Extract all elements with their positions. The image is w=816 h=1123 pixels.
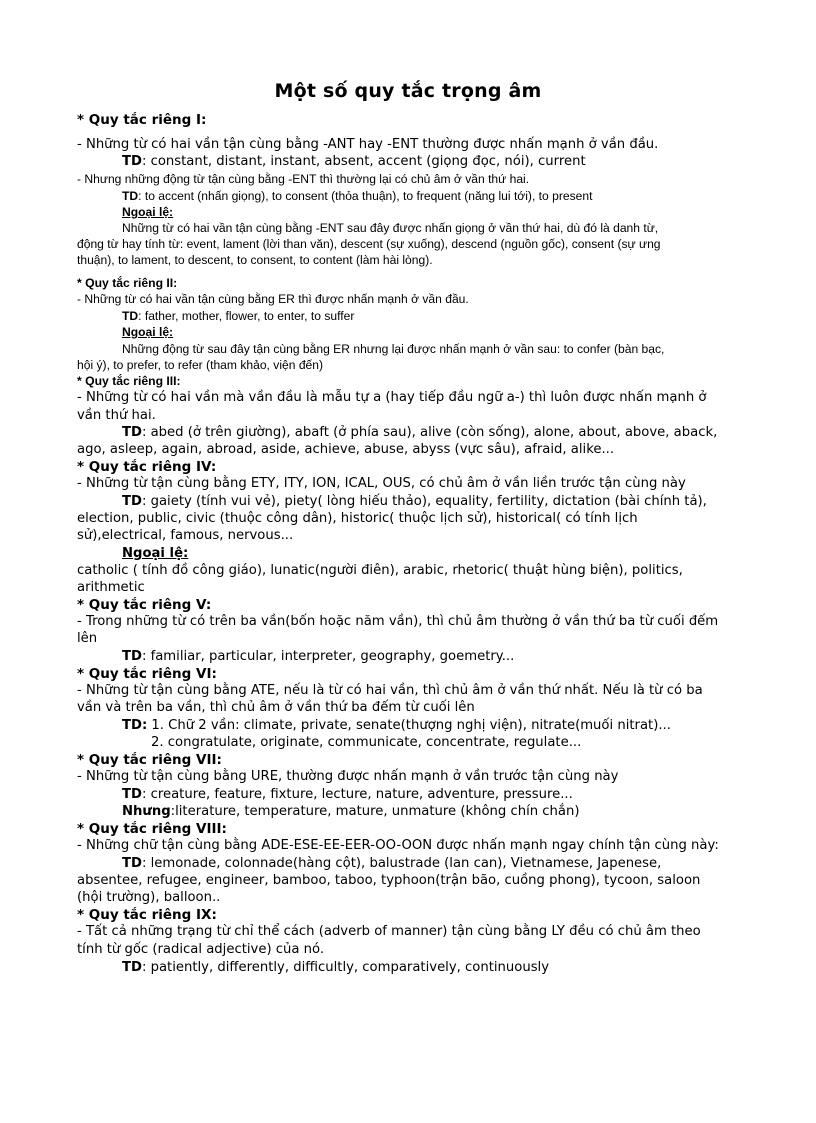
but-label: Nhưng	[122, 804, 171, 819]
rule-6-example-2: 2. congratulate, originate, communicate, concentrate, regulate...	[151, 735, 582, 750]
rule-5-text: lên	[77, 631, 98, 646]
example-text: : father, mother, flower, to enter, to suffer	[138, 309, 355, 323]
example-text: : creature, feature, fixture, lecture, nature, adventure, pressure...	[141, 787, 573, 802]
rule-9-text: - Tất cả những trạng từ chỉ thể cách (adverb of manner) tận cùng bằng LY đều có chủ âm theo	[77, 924, 701, 939]
rule-7-example	[122, 787, 573, 802]
example-text: : gaiety (tính vui vẻ), piety( lòng hiếu thảo), equality, fertility, dictation (bài chính tả),	[141, 494, 707, 509]
rule-4-example-cont: sử),electrical, famous, nervous...	[77, 528, 294, 543]
rule-8-heading: * Quy tắc riêng VIII:	[77, 821, 227, 837]
rule-6-heading: * Quy tắc riêng VI:	[77, 666, 217, 682]
rule-9-example	[122, 960, 549, 975]
rule-4-example	[122, 494, 707, 509]
rule-1-exception-line: động từ hay tính từ: event, lament (lời than văn), descent (sự xuống), descend (nguồn gốc), consent (sự ưng	[77, 237, 661, 251]
example-text: : to accent (nhấn giọng), to consent (thỏa thuận), to frequent (năng lui tới), to present	[138, 189, 593, 203]
rule-3-text: - Những từ có hai vần mà vần đầu là mẫu tự a (hay tiếp đầu ngữ a-) thì luôn được nhấn mạnh ở	[77, 390, 707, 405]
rule-6-text: vần và trên ba vần, thì chủ âm ở vần thứ ba đếm từ cuối lên	[77, 700, 475, 715]
example-label: TD	[122, 494, 142, 509]
rule-2-exception-line: hội ý), to prefer, to refer (tham khảo, viện đến)	[77, 358, 324, 372]
example-label: TD	[122, 189, 139, 203]
rule-7-text: - Những từ tận cùng bằng URE, thường được nhấn mạnh ở vần trước tận cùng này	[77, 769, 619, 784]
rule-3-example-cont: ago, asleep, again, abroad, aside, achieve, abuse, abyss (vực sâu), afraid, alike...	[77, 442, 615, 457]
rule-2-example	[122, 309, 354, 323]
rule-6-text: - Những từ tận cùng bằng ATE, nếu là từ có hai vần, thì chủ âm ở vần thứ nhất. Nếu là từ có ba	[77, 683, 703, 698]
example-text: : patiently, differently, difficultly, comparatively, continuously	[141, 960, 550, 975]
rule-3-heading: * Quy tắc riêng III:	[77, 374, 181, 388]
rule-1-exception-label: Ngoại lệ:	[122, 205, 174, 219]
rule-8-text: - Những chữ tận cùng bằng ADE-ESE-EE-EER-OO-OON được nhấn mạnh ngay chính tận cùng này:	[77, 838, 719, 853]
rule-2-text: - Những từ có hai vần tận cùng bằng ER thì được nhấn mạnh ở vần đầu.	[77, 292, 469, 306]
rule-3-example	[122, 425, 717, 440]
rule-4-example-cont: election, public, civic (thuộc công dân), historic( thuộc lịch sử), historical( có tính lịch	[77, 511, 638, 526]
rule-8-example	[122, 856, 661, 871]
example-label: TD:	[122, 718, 148, 733]
rule-7-heading: * Quy tắc riêng VII:	[77, 752, 222, 768]
rule-4-heading: * Quy tắc riêng IV:	[77, 459, 217, 475]
rule-8-example-cont: (hội trường), balloon..	[77, 890, 221, 905]
rule-1-example	[122, 154, 586, 169]
example-label: TD	[122, 425, 142, 440]
example-label: TD	[122, 856, 142, 871]
rule-9-text: tính từ gốc (radical adjective) của nó.	[77, 942, 325, 957]
rule-5-example	[122, 649, 514, 664]
rule-3-text: vần thứ hai.	[77, 408, 156, 423]
example-text: : lemonade, colonnade(hàng cột), balustrade (lan can), Vietnamese, Japenese,	[141, 856, 662, 871]
rule-2-exception-line: Những động từ sau đây tận cùng bằng ER nhưng lại được nhấn mạnh ở vần sau: to confer (bàn bạc,	[122, 342, 665, 356]
page-title: Một số quy tắc trọng âm	[274, 80, 542, 102]
example-text: : constant, distant, instant, absent, accent (giọng đọc, nói), current	[141, 154, 586, 169]
rule-8-example-cont: absentee, refugee, engineer, bamboo, taboo, typhoon(trận bão, cuồng phong), tycoon, saloon	[77, 873, 701, 888]
but-text: :literature, temperature, mature, unmature (không chín chắn)	[170, 804, 580, 819]
rule-4-exception-line: catholic ( tính đồ công giáo), lunatic(người điên), arabic, rhetoric( thuật hùng biện), politics,	[77, 563, 683, 578]
example-label: TD	[122, 787, 142, 802]
rule-2-exception-label: Ngoại lệ:	[122, 325, 174, 339]
rule-5-text: - Trong những từ có trên ba vần(bốn hoặc năm vần), thì chủ âm thường ở vần thứ ba từ cuối đếm	[77, 614, 719, 629]
rule-9-heading: * Quy tắc riêng IX:	[77, 907, 217, 923]
example-label: TD	[122, 154, 142, 169]
example-text: : abed (ở trên giường), abaft (ở phía sau), alive (còn sống), alone, about, above, aback,	[141, 425, 718, 440]
rule-2-heading: * Quy tắc riêng II:	[77, 276, 178, 290]
rule-4-exception-line: arithmetic	[77, 580, 145, 595]
rule-1-example-2	[122, 189, 592, 203]
example-text: 1. Chữ 2 vần: climate, private, senate(thượng nghị viện), nitrate(muối nitrat)...	[147, 718, 671, 733]
example-label: TD	[122, 960, 142, 975]
rule-1-text: - Những từ có hai vần tận cùng bằng -ANT hay -ENT thường được nhấn mạnh ở vần đầu.	[77, 137, 659, 152]
rule-1-text-2: - Nhưng những động từ tận cùng bằng -ENT thì thường lại có chủ âm ở vần thứ hai.	[77, 172, 530, 186]
rule-4-exception-label: Ngoại lệ:	[122, 546, 189, 561]
example-label: TD	[122, 649, 142, 664]
rule-6-example	[122, 718, 671, 733]
rule-1-exception-line: Những từ có hai vần tận cùng bằng -ENT sau đây được nhấn giọng ở vần thứ hai, dù đó là danh từ,	[122, 221, 659, 235]
example-text: : familiar, particular, interpreter, geography, goemetry...	[141, 649, 515, 664]
rule-5-heading: * Quy tắc riêng V:	[77, 597, 212, 613]
example-label: TD	[122, 309, 139, 323]
rule-7-but	[122, 804, 580, 819]
rule-4-text: - Những từ tận cùng bằng ETY, ITY, ION, ICAL, OUS, có chủ âm ở vần liền trước tận cùng này	[77, 476, 686, 491]
rule-1-exception-line: thuận), to lament, to descent, to consent, to content (làm hài lòng).	[77, 253, 433, 267]
rule-1-heading: * Quy tắc riêng I:	[77, 112, 207, 128]
